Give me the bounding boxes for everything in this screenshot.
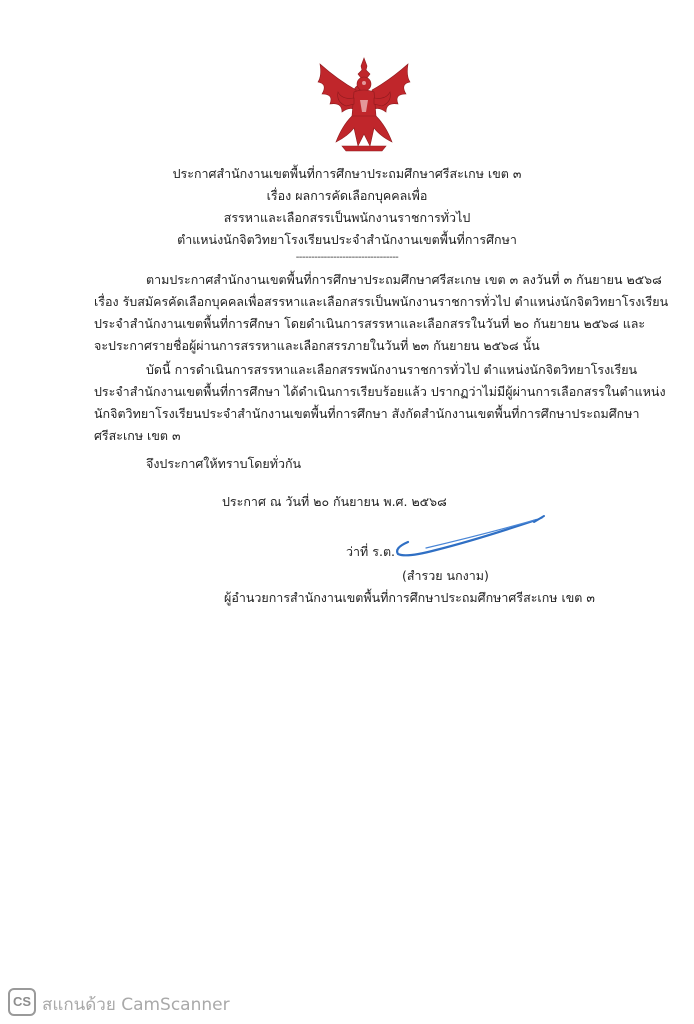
paragraph-1-line-1: ตามประกาศสำนักงานเขตพื้นที่การศึกษาประถมศึกษาศรีสะเกษ เขต ๓ ลงวันที่ ๓ กันยายน ๒๕๖๘ <box>146 272 662 287</box>
paragraph-2-line-3: นักจิตวิทยาโรงเรียนประจำสำนักงานเขตพื้นที่การศึกษา สังกัดสำนักงานเขตพื้นที่การศึกษาประถมศึกษา <box>94 406 640 421</box>
paragraph-2-line-4: ศรีสะเกษ เขต ๓ <box>94 428 181 443</box>
divider: --------------------------------- <box>295 252 399 263</box>
camscanner-logo-icon: CS <box>8 988 36 1016</box>
subject-line: เรื่อง ผลการคัดเลือกบุคคลเพื่อ <box>266 188 428 203</box>
handwritten-signature <box>386 512 546 560</box>
paragraph-1-line-3: ประจำสำนักงานเขตพื้นที่การศึกษา โดยดำเนินการสรรหาและเลือกสรรในวันที่ ๒๐ กันยายน ๒๕๖๘ และ <box>94 316 646 331</box>
paragraph-1-line-4: จะประกาศรายชื่อผู้ผ่านการสรรหาและเลือกสรรภายในวันที่ ๒๓ กันยายน ๒๕๖๘ นั้น <box>94 338 540 353</box>
closing-statement: จึงประกาศให้ทราบโดยทั่วกัน <box>146 456 302 471</box>
paragraph-2-line-2: ประจำสำนักงานเขตพื้นที่การศึกษา ได้ดำเนินการเรียบร้อยแล้ว ปรากฏว่าไม่มีผู้ผ่านการเลือกสรรในตำแหน่ง <box>94 384 666 399</box>
position-line: ตำแหน่งนักจิตวิทยาโรงเรียนประจำสำนักงานเขตพื้นที่การศึกษา <box>177 232 517 247</box>
announcement-date: ประกาศ ณ วันที่ ๒๐ กันยายน พ.ศ. ๒๕๖๘ <box>222 494 447 509</box>
paragraph-2-line-1: บัดนี้ การดำเนินการสรรหาและเลือกสรรพนักงานราชการทั่วไป ตำแหน่งนักจิตวิทยาโรงเรียน <box>146 362 638 377</box>
paragraph-1-line-2: เรื่อง รับสมัครคัดเลือกบุคคลเพื่อสรรหาและเลือกสรรเป็นพนักงานราชการทั่วไป ตำแหน่งนักจิตวิทยาโรงเรียน <box>94 294 669 309</box>
announcement-title: ประกาศสำนักงานเขตพื้นที่การศึกษาประถมศึกษาศรีสะเกษ เขต ๓ <box>172 166 522 181</box>
camscanner-watermark: สแกนด้วย CamScanner <box>42 995 230 1015</box>
signatory-name: (สำรวย นกงาม) <box>402 568 489 583</box>
signatory-position: ผู้อำนวยการสำนักงานเขตพื้นที่การศึกษาประถมศึกษาศรีสะเกษ เขต ๓ <box>224 590 595 605</box>
garuda-emblem-icon <box>312 56 416 152</box>
acting-rank-prefix: ว่าที่ ร.ต. <box>346 544 396 559</box>
subject-line-2: สรรหาและเลือกสรรเป็นพนักงานราชการทั่วไป <box>223 210 471 225</box>
